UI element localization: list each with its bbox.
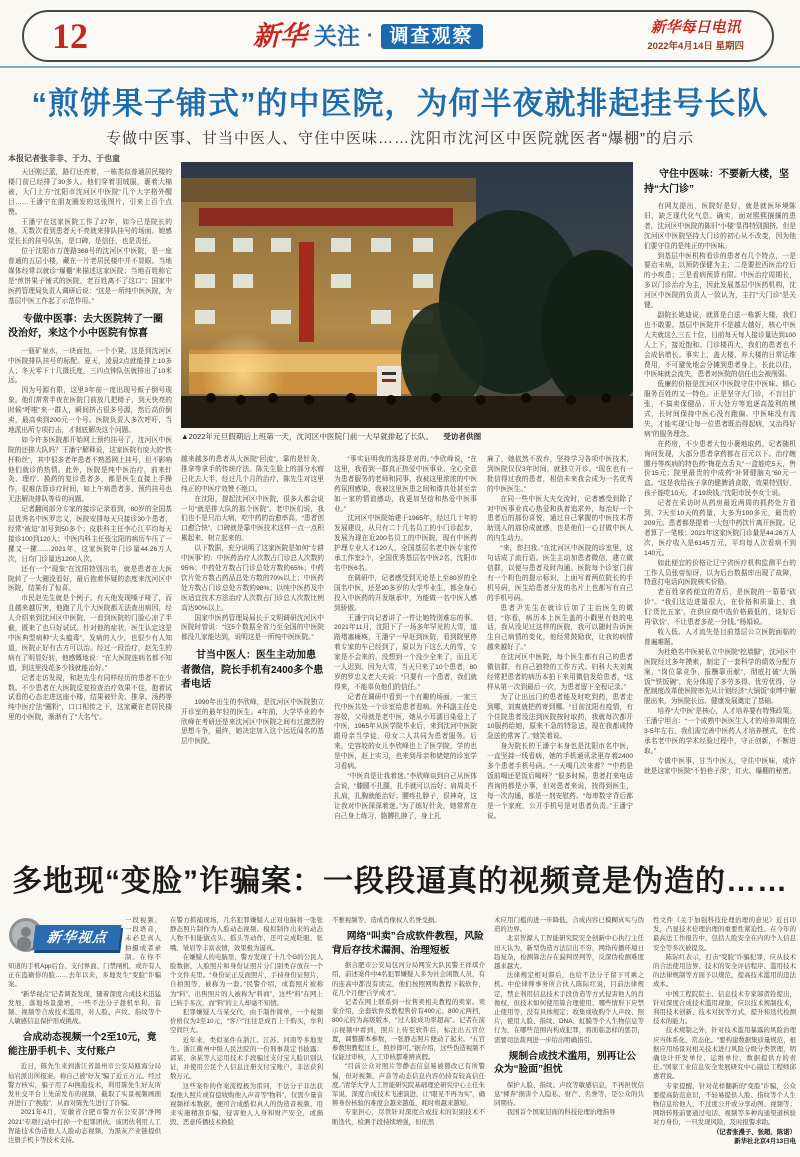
paragraph: “事实证明我的选择是对的。”李欣峰说，“在这里，我看到一群真正热爱中医事业、全心全意为患者服务的老师和同事，我被这里浓浓的中医药氛围感染，我被这里医患之间和谐共处甚至亲如一家的情谊感动，我更加坚信和热爱中医事业。” xyxy=(334,456,477,513)
article2-column-3 xyxy=(332,916,485,1152)
paragraph: 国家中医药管理局局长于文明调研沈河区中医院时曾说：“这5个数据全省乃至全国的中医院都没几家能达到，说明这是一所纯中医医院。” xyxy=(181,614,324,642)
paragraph: “新华视点”记者调查发现，随着深度合成技术迅猛发展，落地场景激增，一些不法分子趁机牟利。音频、视频等合成技术滥用，对人脸、声纹、指纹等个人敏感信息保护形成挑战。 xyxy=(8,990,161,1026)
photo-queue-crowd xyxy=(181,396,633,428)
article1-subhead: 专做中医事、甘当中医人、守住中医味……沈阳市沈河区中医院就医者“爆棚”的启示 xyxy=(106,130,694,147)
article1-headline: “煎饼果子铺式”的中医院，为何半夜就排起挂号长队 xyxy=(31,86,769,121)
paragraph: 一段视频、一段语音，未必是真人拍摄或者录制。在你不知道的手机App后台、支付界面、门禁闸机，或许有人正在盗刷你的脸……去年以来，多地发生“变脸”诈骗案。 xyxy=(8,917,161,989)
paragraph: 专家提醒，针对花样翻新的“变脸”诈骗，公众要提高防范意识，不轻易提供人脸、指纹等个人生物信息给他人，不过度公开或分享动图、视频等；网络转账前要通过电话、视频等多种沟通渠道核验对方身份，一旦发现风险，及时报警求助。 xyxy=(653,1082,796,1127)
paragraph: 陈际红表示，打击“变脸”诈骗犯罪，应从技术的合法使用边界、技术的安全评估程序、滥用技术的法律规制等方面予以规范，提高技术滥用的违法成本。 xyxy=(653,953,796,989)
paragraph: 在同一些中医大夫交流时，记者感受到除了对中医事业真心热爱和执着追求外，每治好一个患者后的那份喜悦，通过自己掌握的中医技术帮助别人的那份成就感，也是他们一心甘做中医人的内生动力。 xyxy=(487,495,633,543)
masthead xyxy=(22,10,774,62)
article1-column-4 xyxy=(487,455,633,855)
paragraph: 1990年出生的李欣峰，是沈河区中医院独立开诊室的最年轻的医生。4年前，大学毕业的李欣峰在考研还是来沈河区中医院之间有过激烈的思想斗争，最终，她决定加入这个远近闻名的基层中医院。 xyxy=(181,698,324,746)
article1-column-1 xyxy=(8,168,172,856)
paragraph: 术应用门槛的进一步降低，合成内容已模糊真实与伪造的边界。 xyxy=(494,917,644,934)
photo-red-sign xyxy=(199,208,453,226)
paragraph: 不雅视频等，造成肖像权人名誉受损。 xyxy=(332,917,441,924)
paragraph: 记者在调研中看到一个有趣的场面，一家三代中医共处一个诊室给患者看病。外科副主任史容姣，父母就是老中医，她从小耳濡目染爱上了中医，1965年从医学院毕业后，来到沈河中医院跟母亲当学徒，母女二人共同为患者服务。后来，史容姣的女儿李欣峰也上了医学院，学的也是中医，赶上实习，也来到母亲和姥姥的诊室学习看病。 xyxy=(334,693,477,771)
article1-column-5 xyxy=(644,162,796,856)
xinhua-shidian-logo xyxy=(8,917,120,959)
paragraph: 市民赵先生就是个例子。有天他发现嗓子哑了，而且越来越厉害，他跑了几个大医院都无法查出病因，经人介绍来到沈河区中医院，一看到医院的门脸心凉了半截，既来了也只好试试。针对他的症状，医生认定这是中医典型病种“大头瘟毒”，发病的人少，也很少有人知道，医院正好有古方可以治。经过一段治疗，赵先生的病有了明显好转，他感慨地说：“在大医院连病名都不知道，到这里没花多少钱就能治好。” xyxy=(8,595,172,672)
xinhua-shidian-label: 新华视点 xyxy=(32,925,121,950)
paragraph: 记者在网上联系到一位售卖相关教程的卖家。卖家介绍，全套软件及教程售价有400元、800元两档，800元的为高级版本，“过人脸成功率超高”。记者在演示视频中看到，照片上传至软件后，标注出五官位置，调整脚本参数，一张静态照片便动了起来。“五官参数照教程这上，照抄即可。”据介绍，这些伪造视频不仅能过审核，人工审核都难辨真假。 xyxy=(332,999,485,1062)
paragraph: 越来越多的患者从大医院“回流”，靠的是针灸、推拿等拿手的传统疗法。陈先生脸上的部分水瘤已化去大半，经过几个月的治疗，陈先生对这里纯正的中医疗效赞不绝口。 xyxy=(181,456,324,493)
paragraph: 在嫌疑人的电脑里，警方发现了十几个G的公民人脸数据，人脸照片和身份证照片分门别类存放在一个个文件夹里。“身份证正反面照片，手持身份证照片，自拍照等，被称为一套。”民警介绍，成套照片被称为“料”，出售照片的人被称为“料商”，这些“料”在网上已转手多次，而“料”的主人却毫不知情。 xyxy=(170,953,323,1007)
paragraph: 培养“大中医”是核心，人才培养要有特殊政策。王潘宁坦言：“一个成熟中医医生人才的培养周期在3-5年左右，我们需完善中医药人才培养模式，在传承名老中医的学术经验过程中，守正创新，不断进取。” xyxy=(644,708,796,755)
photo-banner xyxy=(299,242,314,342)
paragraph: 北京智源人工智能研究院安全创新中心执行主任田天认为，新型伪造方法层出不穷，网络传播环境日趋复杂，检测算法存在漏判误判等，反深伪检测难度越来越大。 xyxy=(494,935,644,971)
paragraph: 低廉的价格是沈河区中医院守住中医味、倾心服务百姓的又一特色。正是坚守大门诊，不盲目扩张，不搞卖保健品、开大处方等追逐高盈利的模式，长时间保持中医心没有跑偏、中医味没有流失，才能实现“让每一位患者既治得起病，又治得好病”的服务理念。 xyxy=(644,381,796,438)
paragraph: 位于沈阳市万莲路368号的沈河区中医院，是一座普通的五层小楼，藏在一片老居民楼中并不显眼。当地媒体经常以就诊“爆棚”来描述这家医院；当地百姓称它是“煎饼果子铺式的医院，老百姓离不了这口”；国家中医药管理局负责人调研后说：“这是一所纯中医医院，为基层中医工作起了示范作用。” xyxy=(8,248,172,305)
hospital-photo-graphic xyxy=(181,162,633,428)
photo-caption xyxy=(181,431,633,442)
paragraph: “来，您扫我。”在沈河区中医院的诊室里，这句话成了流行语。医生主动加患者微信，建立微信群，以便与患者及时沟通。医院每个诊室门前有一个粉色的提示标识，上面写着两位院长的手机号码，医生给患者分发的名片上也都写有自己的手机号码。 xyxy=(487,545,633,602)
section-badge: 调查观察 xyxy=(381,24,483,49)
paragraph: 身为院长的王潘宁本身也是沈阳市名中医，一直坚持一线看病，她的手机通讯录里存着2400多个患者手机号码。“一天喝几次来着？”“中药是饭前喝还是饭后喝呀？”很多时候，患者打来电话咨询的都是小事，但对患者来说，找得到医生，每一次沟通，都是一剂安慰药。“每串数字背后都是一个家庭，公开手机号是对患者负责。”王潘宁说。 xyxy=(487,743,633,820)
brand-script-label: 新华 xyxy=(252,20,307,52)
paragraph: 为杜绝名中医被私立中医院“挖墙脚”，沈河区中医院经过多年摸索，制定了一套科学的绩效分配方案，“岗位靠竞争，报酬靠贡献”，彻底打破“大锅饭”“铁饭碗”，充分体现了多劳多得、优劳优得，分配制度改革使医院率先从计划经济“大锅饭”束缚中解脱出来，为医院长远、健康发展奠定了基础。 xyxy=(644,648,796,706)
credit-line: （记者张漫子、张超、陈诺） xyxy=(712,1128,796,1136)
section-subhead: 规制合成技术滥用，别再让公众为“脸面”担忧 xyxy=(494,1050,637,1076)
section-subhead: 合成动态视频一个2至10元，竟能注册手机卡、支付账户 xyxy=(8,1032,157,1057)
paragraph: 记者在采访时从药房最近两周的抓药处方看到，7天至10天的药量，大多为100多元，最贵的209元。患者都是提着一大包中药饮片离开医院。记者算了一笔账：2021年这家医院门诊量是44.26万人次，医疗收入是6145万元，平均每人次看病不到140元。 xyxy=(644,500,796,557)
section-subhead: 网络“叫卖”合成软件教程，风险背后存技术漏洞、治理短板 xyxy=(332,931,484,956)
section-subhead: 甘当中医人：医生主动加患者微信，院长手机有2400多个患者电话 xyxy=(181,650,324,691)
paragraph: 天还刚泛蓝，路灯还亮着，一栋类似普通居民楼的楼门前已经排了30多人。他们穿着羽绒服，裹着大棉被，大门上方“沈阳市沈河区中医院”几个大字格外醒目……王潘宁在朋友圈发的这张图片，引来上百个点赞。 xyxy=(8,169,172,216)
paragraph: 副院长姚迪说，就算是白送一栋新大楼，我们也不敢要。基层中医院并不是越大越好，核心中医大夫就这么三五十位，目前每天每人接诊量达到100人上下，接近饱和。门诊楼再大，我们的患者也不会成倍增长。事实上，盖大楼、养大楼的日常运维费用，不可避免地会分摊到患者身上，长此以往，中医味就会流失，患者对医院的信任也会被削弱。 xyxy=(644,311,796,379)
credit-line: 新华社北京4月13日电 xyxy=(734,1137,796,1145)
paper-name: 新华每日电讯 xyxy=(650,19,741,36)
paragraph: 老百姓拿药便宜的背后，是医院的一幕幕“砍价”。“我们这边进量很大，在价格和质量上，我们‘货比五家’，在供应商中选价格最低的，谈好后再‘砍价’，不让患者多花一分钱。”杨娟说。 xyxy=(644,589,796,627)
masthead-section-logo xyxy=(252,20,483,52)
hospital-night-photo xyxy=(181,162,633,428)
paragraph: 据合肥市公安局包河分局网安大队民警王祥琪介绍，前述案件中4名犯罪嫌疑人多为社会闲散人员，有的连高中都没有读完，他们按照网购教程下载软件，花几个月便“自学成才”。 xyxy=(332,962,485,997)
paragraph: 一瓶矿泉水，一块面包，一个小凳，这是到沈河区中医院排队挂号的标配。夏天，凌晨2点就能排上10多人；冬天零下十几摄氏度，三四点钟队伍就排出了10米远。 xyxy=(8,347,172,385)
masthead-divider xyxy=(0,66,800,68)
page-number: 12 xyxy=(52,16,88,56)
date-line: 2022年4月14日 星期四 xyxy=(647,41,744,52)
paragraph: 在沈阳，提起沈河区中医院，很多人都会说一句“就是排大队的那个医院”。老中医们说，我们也不是只治大病，吃中药的治愈率高，“患者创口愈合快”，口碑就是靠中医技术这样一点一点积累起来、树立起来的。 xyxy=(181,495,324,543)
separator-dot: · xyxy=(366,25,374,47)
paragraph: 保护人脸、指纹、声纹等敏感信息，不再担忧信息“裸奔”损害个人隐私、财产、名誉等，是公众的共同期待。 xyxy=(494,1081,644,1108)
article2-column-4 xyxy=(494,916,644,1152)
article1-column-3 xyxy=(334,455,477,855)
paragraph: 记者走访发现，和赵先生有同样经历的患者不在少数。不少患者在大医院反复检查治疗效果不佳，抱着试试看的心态走进这座小楼，结果被针灸、推拿、汤药等纯中医疗法“圈粉”，口口相传之下，这家藏在老居民楼里的小医院，渐渐有了“大名气”。 xyxy=(8,674,172,722)
paragraph: 专家担心，尽管针对深度合成技术的识别技术不断迭代，检测手段持续增强，但依然 xyxy=(332,1109,485,1126)
article1-byline: 本报记者张非非、于力、于也童 xyxy=(8,154,120,163)
paragraph: 近年来，类似案件在浙江、江苏、河南等多地发生。浙江衢州中级人民法院的一份刑事裁定书披露：郭某、余某等人运用技术手段骗过支付宝人脸识别认证，并使用公民个人信息注册支付宝账户，非法获利数万元。 xyxy=(170,1036,323,1081)
paragraph: “中医真是让我着迷。”李欣峰谈到自己从医体会说，“膝腿不扎腿，扎手就可以治好；肩周炎不扎肩，扎胸就能治好；腰疼扎脖子，很神奇，这让我对中医深深着迷。”为了练好针灸，她常常在自己身上练习，胳膊扎肿了，身上扎 xyxy=(334,773,477,820)
caption-text: 2022年元旦假期后上班第一天，沈河区中医院门前一大早就排起了长队。 xyxy=(188,432,434,441)
section-subhead: 守住中医味：不要新大楼，坚持“大门诊” xyxy=(644,169,789,195)
paragraph: 法律规定相对滞后，也给不法分子留下可乘之机。中伦律师事务所合伙人陈际红说，目前法律规定，禁止利用信息技术手段伪造等方式侵害他人的肖像权，但技术如何使用算合理使用、哪些情形下应禁止使用等，没有具体规定；收集或收购个人声纹、照片，使用人脸、指纹、DNA、虹膜等个人生物信息等行为，在哪些范围内构成犯罪，将面临怎样的惩罚，需要司法裁判进一步给出明确指引。 xyxy=(494,972,644,1044)
paragraph: 在药房，不少患者大包小裹地取药。记者随机询问发现，大部分患者拿药都在百元以下。治疗缠腰丹等疾病的特色药“梅花点舌丸”一盒能吃5天，售价15元；院里最贵的中成药“补肾健脑丸”60元一盒。“这是我给孩子拿的健脾消食散，效果特别好，孩子能吃10天，才19块钱。”沈阳市民李女士说。 xyxy=(644,440,796,498)
masthead-brand xyxy=(647,20,744,52)
article2-headline: 多地现“变脸”诈骗案：一段段逼真的视频竟是伪造的…… xyxy=(12,865,788,898)
caption-mark: ▲ xyxy=(181,432,189,441)
paragraph: 记者翻阅部分专家的接诊记录看到，80岁的全国基层优秀名中医罗忠义，医院安排每天只接诊30个患者，经常“被迫”加号到50多个；皮肤科主任李心江平均每天接诊100到120人；中医内科主任张宝阳的病历车压了一摞又一摞……2021年，这家医院年门诊量44.26万人次，日均门诊量达1200人次。 xyxy=(8,506,172,563)
article2-column-1 xyxy=(8,916,161,1152)
paragraph: 因为号源有限，这里3年前一度出现号贩子倒号现象。他们常常半夜在医院门前放几把椅子，到天快亮的时候“呼啦”来一群人，瞬间挤占很多号源，然后高价倒卖，最高卖到200元一个号。医院负责人多次呼吁，当地派出所专项打击，才彻底解决这个问题。 xyxy=(8,387,172,434)
paragraph: 中国工程院院士、信息技术专家邬贺铨提出，针对深度合成技术滥用现象，应以技术规制技术，利用技术创新、技术对抗等方式，提升和迭代检测技术的能力。 xyxy=(653,990,796,1026)
paragraph: 如此便宜的价格让辽宁省医疗机构监测平台的工作人员张帝惊讶，以为后台数据库出现了故障，特意打电话向医院核实价格。 xyxy=(644,559,796,587)
paragraph: 收入低、人才流失是目前基层公立医院面临的普遍难题。 xyxy=(644,628,796,646)
paragraph: 专做中医事，甘当中医人，守住中医味，或许就是这家中医院“不怕巷子深”，红火、爆棚的秘密。 xyxy=(644,757,796,775)
paragraph: 在调研中，记者感受到无论是上至80岁的全国名中医，还是20多岁的大学毕业生，都全身心投入中医药的开发继承中，为能做一名中医人感到骄傲。 xyxy=(334,574,477,612)
caption-credit: 受访者供图 xyxy=(443,432,482,441)
photo-roofline xyxy=(181,178,476,202)
paragraph: 我国首个国家层面的科技伦理治理指导 xyxy=(506,1109,616,1117)
paragraph: 这些案件的作案流程极为雷同，不法分子非法获取他人照片或有偿收购他人声音等“物料”，仅需少量音视频样本数据，便可合成酷似真人的伪造音视频，用来实施精准诈骗，侵害他人人身和财产安全，或损毁、恶意传播技术换脸 xyxy=(170,1082,323,1127)
paragraph: 犯罪嫌疑人马某交代，由于制作简单，一个视频价格仅为2至10元，“客户”往往是成百上千购买，牟利空间巨大。 xyxy=(170,1009,323,1035)
paragraph: 如今许多医院都开始网上预约挂号了，沈河区中医院的还排大队吗？王潘宁解释说，这家医院有庞大的“铁杆粉丝”，其中很多老年患者不熟悉网上挂号，但不影响他们就诊的热情。此外，医院是纯中医治疗，前来针灸、理疗、换药的复诊患者多，都是医生直接上手操作，很难估算诊疗时间，如上午病患者多，预约挂号也无法解决排队等待的问题。 xyxy=(8,436,172,504)
paragraph: 还有一个“现象”在沈阳特别出名，就是患者在大医院转了一大圈没看好，最后抱着怀疑的态度来沈河区中医院，结果有了惊喜。 xyxy=(8,565,172,593)
paragraph: 沈河区中医院始建于1965年，经过几十年的发展建设，从只有二十几名员工的小门诊起步，发展为现在近200名员工的中医院，现有中医药护理专业人才120人，全国基层名老中医专家传承工作室2个，全国优秀基层名中医2名，沈阳市名中医6名。 xyxy=(334,515,477,572)
paragraph: 有网友提出，医院好是好，就是就医环境陈旧，缺乏现代化气息。确实，面对熙熙攘攘的患者，沈河区中医院的陈旧“小楼”显得特别拥挤。但是沈河区中医院坚持大门诊的初心从不改变，因为他们要守住的是纯正的中医味。 xyxy=(644,203,796,250)
section-label: 关注 xyxy=(313,22,360,49)
paragraph: 在沈河区中医院，每个医生都有自己的患者微信群，有自己独特的工作方式。妇科大夫刘爽经常把患者的病历本拍下来用微信发给患者，“这样从第一次到最后一次，为患者留下全程记录。” xyxy=(487,654,633,691)
section-subhead: 专做中医事：去大医院转了一圈没治好，来这个小中医院有惊喜 xyxy=(8,313,163,340)
paragraph: 近日，陈先生来到浙江省温州市公安局瓯海分局仙岩派出所报案，称自己被“好友”骗了近五万元。经过警方核实，骗子用了AI换脸技术，利用陈先生好友所发社交平台上先前发布的视频，截取了实景视频画面并进行了“换脸”，从而对陈先生进行了诈骗。 xyxy=(8,1063,161,1108)
paragraph: 在警方抓捕现场，几名犯罪嫌疑人正对电脑将一张张静态照片制作为人脸动态视频。模拟制作出来的动态人物不但能做点头、摇头等动作，还可完成眨眼、张嘴、皱眉等丰富表情，效果极为逼真。 xyxy=(170,917,323,952)
paragraph: 患者尹先生在就诊后加了主治医生的微信，“你看，病历本上医生盖的小戳里有他的电话，我从没见过这样的医院，我可以随时告诉医生自己病情的变化，他经常鼓励我，让我的病情越来越好了。” xyxy=(487,604,633,652)
paragraph: “目前公众对照片等静态信息易被篡改已有所警惕，但对视频、声音等动态信息内容仍持有较高信任度。”清华大学人工智能研究院基础理论研究中心主任朱军说，深度合成技术飞速演进，让“眼见不再为实”，确辨身份核验的难度会越来越低，耗时将越来越短。 xyxy=(332,1063,485,1108)
paragraph: 王潘宁向记者讲了一件让她特别难忘的事。2021年11月，沈阳下了一场多年罕见的大雪，道路堵塞瘫痪，王潘宁一早赶到医院，看到院里停着专家的车已经到了，原以为下这么大的雪，专家是不会来的，没想到一个没少全来了，而且无一人迟到。因为大雪，当天只来了10个患者，80岁的罗忠义老大夫说：“只要有一个患者，我们就得来，不能辜负他们的信任。” xyxy=(334,614,477,691)
paragraph: 2021年4月，安徽省合肥市警方在公安部“净网2021”专项行动中打掉一个犯罪团伙。该团伙利用人工智能技术伪造他人人脸动态视频，为黑灰产业链提供注册手机卡等技术支持。 xyxy=(8,1109,161,1145)
paragraph: 麻了，她依然不放弃，坚持学习各项中医技术，到医院仅仅3年时间，就独立开诊。“现在也有一批信得过我的患者，相信未来我会成为一名优秀的中医医生。” xyxy=(487,456,633,493)
paragraph: 为了让出远门的患者能及时吃到药，患者走到哪，刘爽就把药寄到哪。“目前沈阳有疫情，有个住院患者没法到医院按时取药，我就每次都开10服药给她，原来不急的特急送，现在我都成特急送的常客了。”她笑着说。 xyxy=(487,693,633,741)
paragraph: 技术规制之外，针对技术滥用暴露的风险治理应当体系化、常态化。“要构建数据集质量规范，根据应用场景对相关技术进行风险分级分类管理，明确设计开发单位、运维单位、数据提供方的责任。”国家工业信息安全发展研究中心副总工程师邱惠君说。 xyxy=(653,1027,796,1081)
paragraph: 性文件《关于加强科技伦理治理的意见》近日印发，凸显技术伦理治理的重要性紧迫性。在今年的最高法工作报告中，包括人脸安全在内的个人信息安全等多次被提及。 xyxy=(653,917,796,952)
paragraph: 到基层中医机构看诊的患者有几个特点，一是要治未病，以预防保健为主；二是要挖西医治疗后的小疾患；三是看病预算有限。中医治疗周期长，多以门诊治疗为主，因此发展基层中医药机构，沈河区中医院的负责人一致认为，主打“大门诊”是关键。 xyxy=(644,252,796,310)
article2-column-5 xyxy=(653,916,796,1152)
paragraph: 王潘宁在这家医院工作了27年，如今已是院长的她，无数次看到患者天不亮就来排队挂号的场面。她感觉长长的挂号队伍，是口碑，是信任，也是责任。 xyxy=(8,218,172,246)
article2-column-2 xyxy=(170,916,323,1152)
article1-column-2 xyxy=(181,455,324,855)
paragraph: 以下数据，充分说明了这家医院是如何“专耕中医事”的：中医药治疗人次数占门诊总人次数的95%；中药处方数占门诊总处方数的65%；中药饮片处方数占药品总处方数的70%以上；中医药处方数占门诊总处方数的98%；以纯中医药及中医适宜技术方法治疗人次数占门诊总人次数比例高达90%以上。 xyxy=(181,545,324,612)
